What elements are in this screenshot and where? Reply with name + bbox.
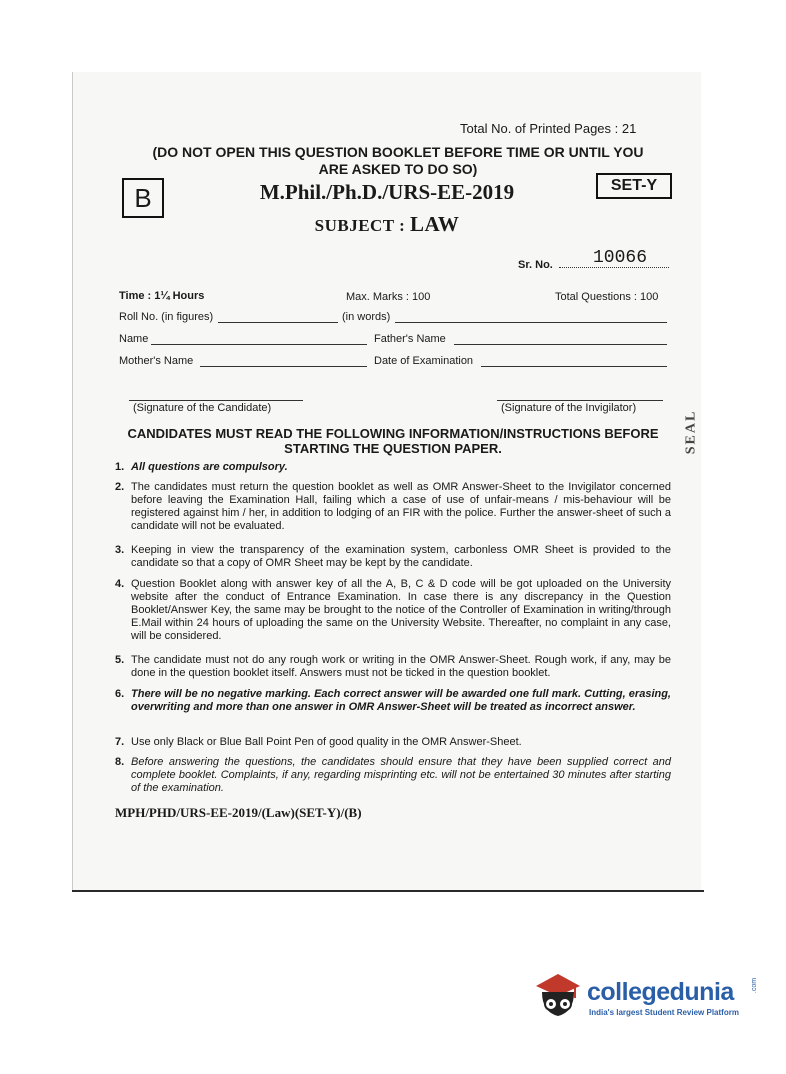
brand-wordmark: collegedunia <box>587 978 734 1006</box>
instruction-item: 2. The candidates must return the question booklet as well as OMR Answer-Sheet to the Invigilator concerned before leaving the Examination Hall, failing which a case of use of unfair-means / mis-behaviour will be registered against him / her, in addition to lodging of an FIR with the police. Further the answer-sheet of such a candidate will not be evaluated. <box>115 481 671 532</box>
warning-line-1: (DO NOT OPEN THIS QUESTION BOOKLET BEFORE TIME OR UNTIL YOU <box>152 144 644 160</box>
subject-label: SUBJECT : <box>314 216 406 235</box>
seal-stamp: SEAL <box>683 409 699 455</box>
total-printed-pages: Total No. of Printed Pages : 21 <box>460 121 637 136</box>
instruction-item: 5. The candidate must not do any rough work or writing in the OMR Answer-Sheet. Rough work, if any, may be done in the question booklet itself. Answers must not be ticked in the question booklet. <box>115 654 671 679</box>
candidate-signature-label: (Signature of the Candidate) <box>133 402 272 414</box>
instruction-item: 7. Use only Black or Blue Ball Point Pen of good quality in the OMR Answer-Sheet. <box>115 736 522 748</box>
paper-code: MPH/PHD/URS-EE-2019/(Law)(SET-Y)/(B) <box>115 805 362 820</box>
roll-no-figures-line[interactable] <box>218 322 338 323</box>
date-of-exam-label: Date of Examination <box>374 355 474 367</box>
subject-line <box>73 212 701 237</box>
do-not-open-warning <box>118 144 678 178</box>
instruction-item: 8. Before answering the questions, the candidates should ensure that they have been supplied correct and complete booklet. Complaints, if any, regarding misprinting etc. will not be entertained 30 minutes after starting of the examination. <box>115 756 671 794</box>
mascot-icon <box>530 968 586 1028</box>
instruction-item: 4. Question Booklet along with answer key of all the A, B, C & D code will be got uploaded on the University website after the conduct of Entrance Examination. In case there is any discrepancy in the Question Booklet/Answer Key, the same may be brought to the notice of the Controller of Examination in writing/through E.Mail within 24 hours of uploading the same on the University Website. Thereafter, no complaint in any case, will be considered. <box>115 578 671 642</box>
mothers-name-label: Mother's Name <box>119 355 194 367</box>
date-of-exam-line[interactable] <box>481 366 667 367</box>
brand-tagline: India's largest Student Review Platform <box>589 1008 739 1017</box>
instructions-heading-line-2: STARTING THE QUESTION PAPER. <box>284 441 502 456</box>
mothers-name-line[interactable] <box>200 366 367 367</box>
warning-line-2: ARE ASKED TO DO SO) <box>318 161 478 177</box>
time-label: Time : 1¼ Hours <box>119 290 205 302</box>
roll-no-words-line[interactable] <box>395 322 667 323</box>
roll-no-words-label: (in words) <box>342 311 391 323</box>
roll-no-figures-label: Roll No. (in figures) <box>119 311 214 323</box>
instructions-heading <box>103 426 683 456</box>
question-booklet-cover <box>72 72 701 890</box>
page-bottom-edge <box>72 890 704 892</box>
name-label: Name <box>119 333 149 345</box>
invigilator-signature-line[interactable] <box>497 400 663 401</box>
fathers-name-line[interactable] <box>454 344 667 345</box>
exam-title: M.Phil./Ph.D./URS-EE-2019 <box>259 180 515 204</box>
instruction-item: 1. All questions are compulsory. <box>115 461 288 473</box>
sr-no-label: Sr. No. <box>518 259 553 271</box>
instruction-item: 3. Keeping in view the transparency of the examination system, carbonless OMR Sheet is provided to the candidate so that a copy of OMR Sheet may be kept by the candidate. <box>115 544 671 569</box>
subject-value: LAW <box>410 212 460 236</box>
instructions-heading-line-1: CANDIDATES MUST READ THE FOLLOWING INFORMATION/INSTRUCTIONS BEFORE <box>127 426 659 441</box>
instruction-item: 6. There will be no negative marking. Each correct answer will be awarded one full mark. Cutting, erasing, overwriting and more than one answer in OMR Answer-Sheet will be treated as incorrect answer. <box>115 688 671 713</box>
set-box: SET-Y <box>596 173 672 199</box>
brand-suffix: .com <box>751 977 759 994</box>
collegedunia-logo <box>530 968 760 1028</box>
max-marks-label: Max. Marks : 100 <box>346 291 431 303</box>
invigilator-signature-label: (Signature of the Invigilator) <box>501 402 637 414</box>
sr-no-value: 10066 <box>593 248 648 268</box>
name-line[interactable] <box>151 344 367 345</box>
booklet-code-box: B <box>122 178 164 218</box>
total-questions-label: Total Questions : 100 <box>555 291 659 303</box>
fathers-name-label: Father's Name <box>374 333 446 345</box>
candidate-signature-line[interactable] <box>129 400 303 401</box>
